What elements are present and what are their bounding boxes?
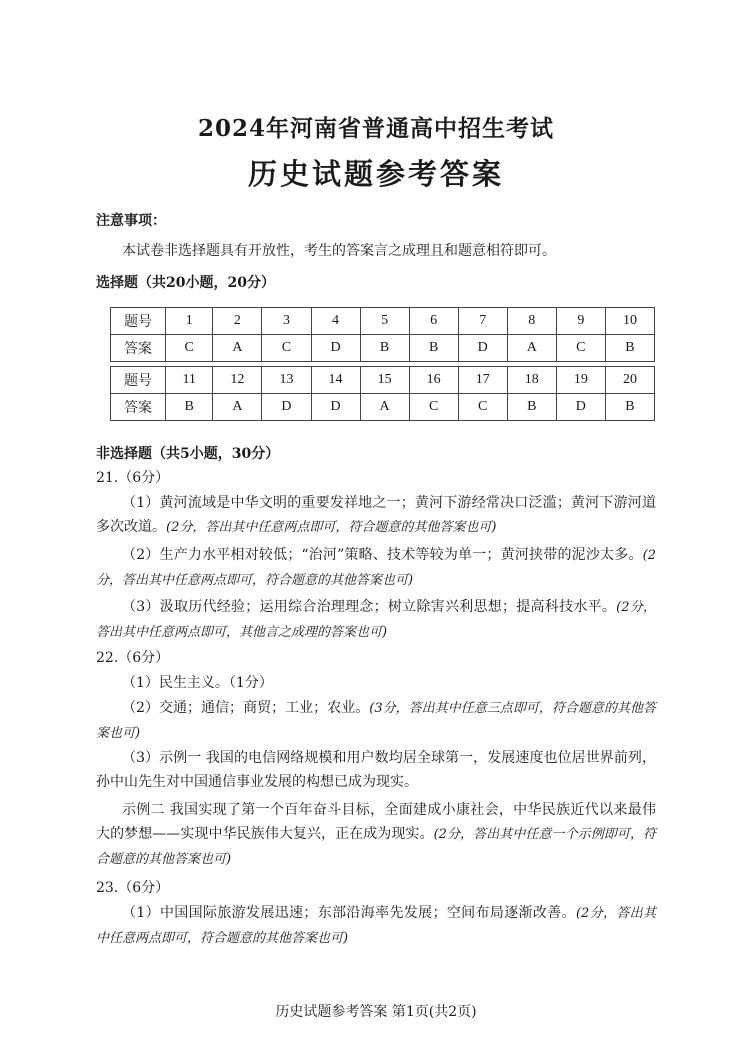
table-row <box>111 335 655 362</box>
question-23-label: 23.（6分） <box>96 880 170 896</box>
question-number: 20 <box>605 367 654 394</box>
question-number: 2 <box>213 308 262 335</box>
question-number: 15 <box>360 367 409 394</box>
question-number: 12 <box>213 367 262 394</box>
answer-cell: D <box>311 335 360 362</box>
table-row <box>111 394 655 421</box>
question-22-part-3: （3）示例一 我国的电信网络规模和用户数均居全球第一，发展速度也位居世界前列，孙中山先生对中国通信事业发展的构想已成为现实。 <box>96 750 656 790</box>
answer-text: （2）交通；通信；商贸；工业；农业。 <box>122 700 370 716</box>
non-multiple-choice-heading: 非选择题（共5小题，30分） <box>96 446 280 462</box>
question-22-part-1: （1）民生主义。（1分） <box>122 675 273 691</box>
answer-cell: A <box>360 394 409 421</box>
question-number: 14 <box>311 367 360 394</box>
question-number: 1 <box>166 308 213 335</box>
answer-cell: C <box>166 335 213 362</box>
question-number: 18 <box>507 367 556 394</box>
question-number: 3 <box>262 308 311 335</box>
notice-heading: 注意事项： <box>96 213 166 229</box>
notice-text: 本试卷非选择题具有开放性，考生的答案言之成理且和题意相符即可。 <box>122 243 556 259</box>
question-number: 8 <box>507 308 556 335</box>
question-21-part-1 <box>96 491 656 540</box>
answer-cell: C <box>458 394 507 421</box>
scoring-note: (2分，答出其中任意一个示例即可，符合题意的其他答案也可) <box>96 827 657 867</box>
answer-cell: A <box>213 335 262 362</box>
answer-cell: D <box>458 335 507 362</box>
question-21-part-2 <box>96 543 656 593</box>
answer-cell: D <box>556 394 605 421</box>
question-number: 9 <box>556 308 605 335</box>
question-number: 11 <box>166 367 213 394</box>
question-number: 6 <box>409 308 458 335</box>
answer-cell: B <box>166 394 213 421</box>
row-label-answer: 答案 <box>111 335 166 362</box>
question-22-part-4 <box>96 798 656 872</box>
question-23-part-1 <box>96 901 656 951</box>
answer-cell: D <box>262 394 311 421</box>
answer-table <box>110 307 655 421</box>
row-label-number: 题号 <box>111 308 166 335</box>
question-number: 7 <box>458 308 507 335</box>
table-row <box>111 308 655 335</box>
answer-cell: B <box>360 335 409 362</box>
question-21-part-3 <box>96 595 656 645</box>
question-number: 17 <box>458 367 507 394</box>
scoring-note: (3分，答出其中任意三点即可，符合题意的其他答案也可) <box>96 701 657 741</box>
row-label-answer: 答案 <box>111 394 166 421</box>
answer-cell: C <box>556 335 605 362</box>
document-title: 历史试题参考答案 <box>247 157 504 191</box>
answer-cell: B <box>605 394 654 421</box>
answer-text: （1）黄河流域是中华文明的重要发祥地之一；黄河下游经常决口泛滥；黄河下游河道多次改道。 <box>96 495 656 535</box>
row-label-number: 题号 <box>111 367 166 394</box>
question-21-label: 21.（6分） <box>96 470 170 486</box>
question-number: 4 <box>311 308 360 335</box>
question-number: 13 <box>262 367 311 394</box>
question-22-label: 22.（6分） <box>96 650 170 666</box>
answer-cell: C <box>262 335 311 362</box>
question-number: 5 <box>360 308 409 335</box>
answer-text: （1）中国国际旅游发展迅速；东部沿海率先发展；空间布局逐渐改善。 <box>122 905 576 921</box>
answer-text: （2）生产力水平相对较低；“治河”策略、技术等较为单一；黄河挟带的泥沙太多。 <box>122 547 643 563</box>
answer-cell: B <box>409 335 458 362</box>
scoring-note: (2分，答出其中任意两点即可，符合题意的其他答案也可) <box>166 520 497 535</box>
answer-cell: B <box>507 394 556 421</box>
scoring-note: (2分，答出其中任意两点即可，符合题意的其他答案也可) <box>96 906 657 946</box>
table-row <box>111 367 655 394</box>
answer-text: 示例二 我国实现了第一个百年奋斗目标，全面建成小康社会，中华民族近代以来最伟大的梦想——实现中华民族伟大复兴，正在成为现实。 <box>96 802 656 842</box>
answer-cell: D <box>311 394 360 421</box>
question-number: 10 <box>605 308 654 335</box>
multiple-choice-heading: 选择题（共20小题，20分） <box>96 275 275 291</box>
answer-cell: A <box>507 335 556 362</box>
scoring-note: (2分，答出其中任意两点即可，符合题意的其他答案也可) <box>96 548 656 588</box>
page-footer: 历史试题参考答案 第1页(共2页) <box>275 1004 477 1020</box>
answer-cell: C <box>409 394 458 421</box>
question-number: 16 <box>409 367 458 394</box>
answer-text: （3）汲取历代经验；运用综合治理理念；树立除害兴利思想；提高科技水平。 <box>122 599 617 615</box>
answer-cell: B <box>605 335 654 362</box>
question-number: 19 <box>556 367 605 394</box>
scoring-note: (2分，答出其中任意两点即可，其他言之成理的答案也可) <box>96 600 657 640</box>
question-22-part-2 <box>96 696 656 746</box>
exam-title: 2024年河南省普通高中招生考试 <box>197 115 554 142</box>
answer-cell: A <box>213 394 262 421</box>
